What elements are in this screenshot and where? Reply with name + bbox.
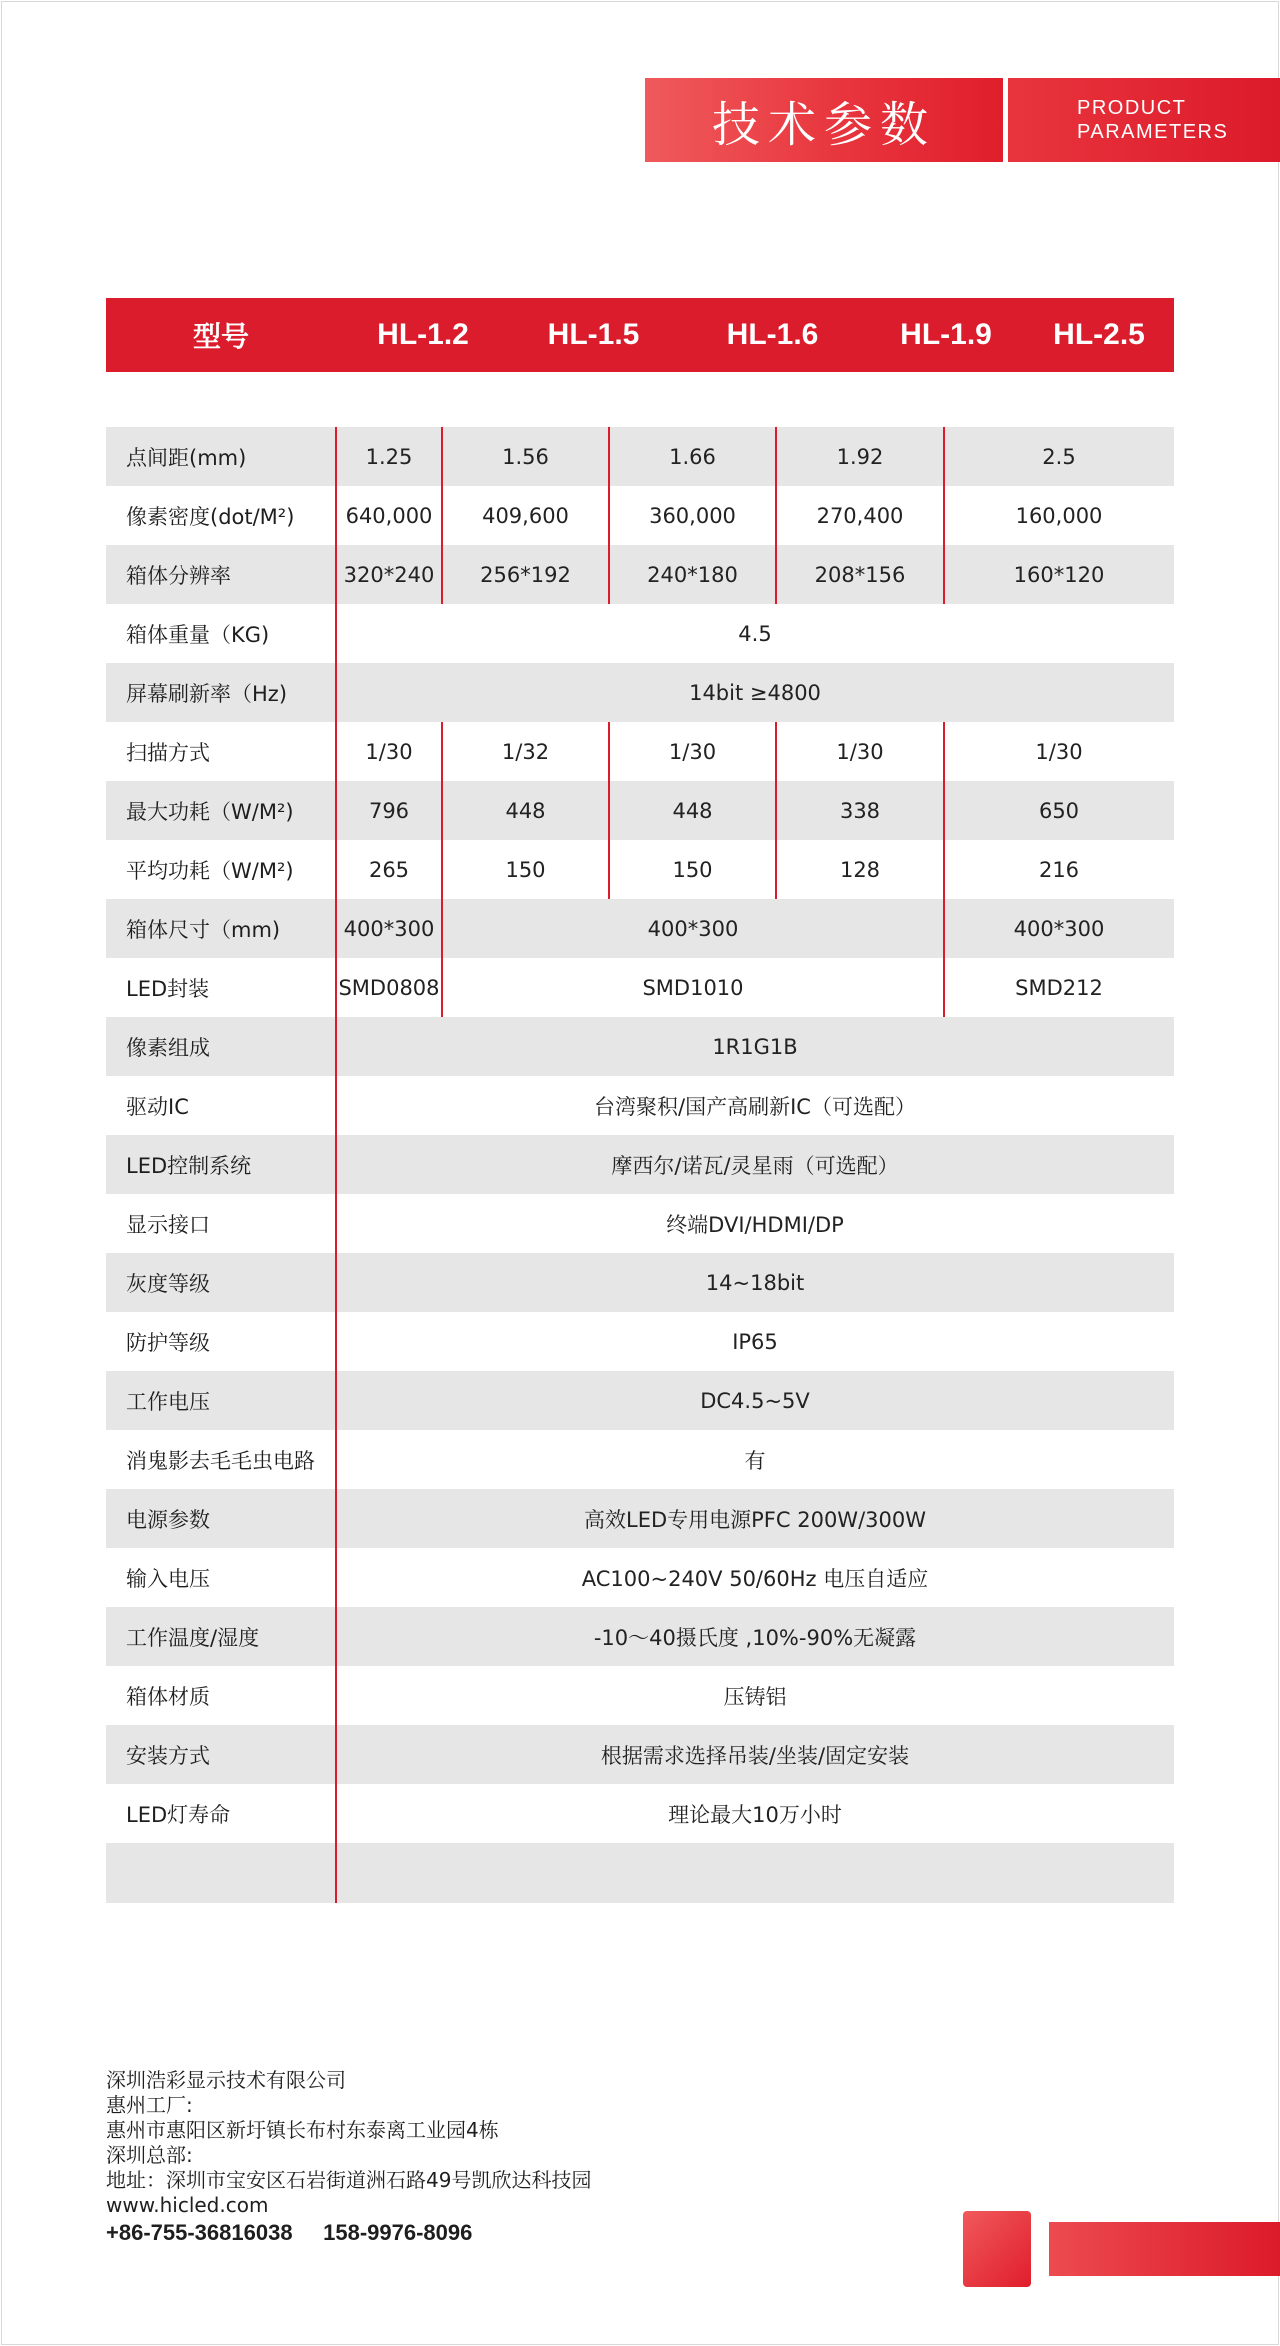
table-cell: 796: [368, 798, 410, 823]
column-divider: [775, 545, 777, 604]
table-cell: 摩西尔/诺瓦/灵星雨（可选配）: [611, 1153, 899, 1178]
table-cell: 150: [672, 857, 713, 882]
spec-table: [106, 298, 1174, 1903]
table-row: [106, 1312, 1174, 1371]
column-divider: [441, 722, 443, 781]
factory-address: 惠州市惠阳区新圩镇长布村东泰离工业园4栋: [106, 2118, 499, 2142]
table-cell: 压铸铝: [723, 1684, 787, 1709]
table-cell: 4.5: [738, 621, 772, 646]
row-label: 电源参数: [126, 1507, 210, 1532]
column-divider: [775, 781, 777, 840]
table-cell: SMD212: [1015, 975, 1103, 1000]
table-cell: 1.92: [836, 444, 884, 469]
section-title-en-banner: [1008, 78, 1280, 162]
column-divider: [441, 486, 443, 545]
table-cell: 409,600: [482, 503, 569, 528]
table-cell: 高效LED专用电源PFC 200W/300W: [584, 1507, 926, 1532]
header-model-1: HL-1.2: [377, 318, 469, 351]
table-cell: 160*120: [1013, 562, 1105, 587]
table-cell: 终端DVI/HDMI/DP: [666, 1212, 844, 1237]
table-cell: AC100~240V 50/60Hz 电压自适应: [581, 1566, 929, 1591]
table-cell: 208*156: [814, 562, 906, 587]
row-label: 最大功耗（W/M²): [126, 799, 294, 824]
table-cell: 320*240: [343, 562, 435, 587]
table-cell: 265: [368, 857, 410, 882]
column-divider: [943, 427, 945, 486]
table-row: [106, 663, 1174, 722]
row-label: 消鬼影去毛毛虫电路: [126, 1448, 315, 1473]
table-row: [106, 1548, 1174, 1607]
row-label: 工作温度/湿度: [126, 1625, 260, 1650]
row-label: 屏幕刷新率（Hz): [126, 681, 288, 706]
table-row: [106, 1017, 1174, 1076]
table-cell: 1R1G1B: [712, 1034, 798, 1059]
row-label: 箱体尺寸（mm): [126, 917, 281, 942]
column-divider: [608, 722, 610, 781]
table-cell: 448: [672, 798, 713, 823]
column-divider: [441, 958, 443, 1017]
website-link[interactable]: www.hicled.com: [106, 2193, 269, 2217]
table-row: [106, 486, 1174, 545]
column-divider: [608, 486, 610, 545]
table-row: [106, 1784, 1174, 1843]
table-row: [106, 1666, 1174, 1725]
table-row: [106, 1430, 1174, 1489]
row-label: LED灯寿命: [126, 1802, 231, 1827]
table-header-row: [106, 298, 1174, 372]
column-divider: [608, 427, 610, 486]
column-divider: [943, 545, 945, 604]
table-body: [106, 427, 1174, 1903]
table-cell: 160,000: [1015, 503, 1103, 528]
footer-contact: [106, 2068, 591, 2245]
row-label: 平均功耗（W/M²): [126, 858, 294, 883]
table-cell: 400*300: [647, 916, 739, 941]
table-cell: SMD0808: [338, 975, 440, 1000]
column-divider: [943, 958, 945, 1017]
column-divider: [608, 545, 610, 604]
row-label: 安装方式: [126, 1743, 210, 1768]
table-cell: 1.66: [669, 444, 716, 469]
table-row: [106, 1489, 1174, 1548]
table-row: [106, 781, 1174, 840]
table-row: [106, 1725, 1174, 1784]
table-row: [106, 722, 1174, 781]
header-model-2: HL-1.5: [547, 318, 640, 351]
table-cell: 270,400: [816, 503, 904, 528]
decorative-bar: [1049, 2222, 1280, 2276]
column-divider: [608, 781, 610, 840]
column-divider: [441, 781, 443, 840]
column-divider: [441, 840, 443, 899]
row-label: 像素组成: [126, 1035, 210, 1060]
table-row: [106, 1076, 1174, 1135]
column-divider: [943, 486, 945, 545]
row-label: 工作电压: [126, 1389, 210, 1414]
table-cell: 2.5: [1042, 444, 1076, 469]
table-cell: 1.25: [365, 444, 413, 469]
section-title-en-line1: PRODUCT: [1077, 97, 1187, 119]
table-row: [106, 604, 1174, 663]
header-model-3: HL-1.6: [726, 318, 819, 351]
table-cell: 1/30: [1035, 739, 1083, 764]
column-divider: [943, 722, 945, 781]
table-cell: 216: [1038, 857, 1080, 882]
table-cell: 有: [744, 1448, 766, 1473]
table-cell: 338: [839, 798, 881, 823]
table-cell: SMD1010: [642, 975, 744, 1000]
column-divider: [775, 486, 777, 545]
table-spacer: [106, 372, 1174, 427]
row-label: 扫描方式: [126, 740, 210, 765]
column-divider: [775, 722, 777, 781]
table-cell: 14~18bit: [705, 1270, 805, 1295]
header-model-label: 型号: [192, 320, 249, 353]
table-cell: 150: [505, 857, 546, 882]
table-cell: 1/30: [668, 739, 717, 764]
table-row: [106, 840, 1174, 899]
row-label: 输入电压: [126, 1566, 210, 1591]
table-row: [106, 545, 1174, 604]
table-cell: DC4.5~5V: [700, 1388, 810, 1413]
table-cell: 根据需求选择吊装/坐装/固定安装: [600, 1743, 910, 1768]
decorative-square: [963, 2211, 1031, 2287]
table-cell: 1/32: [501, 739, 550, 764]
column-divider: [441, 899, 443, 958]
column-divider: [441, 545, 443, 604]
table-cell: 1/30: [365, 739, 413, 764]
row-label: 点间距(mm): [126, 445, 247, 470]
row-label: 像素密度(dot/M²): [126, 504, 295, 529]
column-divider: [943, 899, 945, 958]
table-row: [106, 1371, 1174, 1430]
hq-address: 地址：深圳市宝安区石岩街道洲石路49号凯欣达科技园: [106, 2168, 592, 2192]
table-cell: 14bit ≥4800: [689, 680, 821, 705]
table-row: [106, 1843, 1174, 1903]
section-title-en-line2: PARAMETERS: [1077, 121, 1229, 143]
table-cell: 128: [839, 857, 881, 882]
header-model-4: HL-1.9: [900, 318, 992, 351]
column-divider: [775, 427, 777, 486]
row-label: 显示接口: [126, 1212, 210, 1237]
header-model-5: HL-2.5: [1053, 318, 1145, 351]
column-divider-main: [335, 427, 337, 1903]
row-label: LED封装: [126, 976, 210, 1001]
table-row: [106, 1253, 1174, 1312]
section-title-banner: [645, 78, 1003, 162]
table-cell: 理论最大10万小时: [668, 1802, 842, 1827]
column-divider: [608, 840, 610, 899]
table-row: [106, 958, 1174, 1017]
row-label: 箱体重量（KG): [126, 622, 270, 647]
table-cell: 1.56: [502, 444, 549, 469]
hq-label: 深圳总部:: [106, 2143, 193, 2167]
table-cell: 360,000: [649, 503, 736, 528]
table-row: [106, 1135, 1174, 1194]
company-name: 深圳浩彩显示技术有限公司: [106, 2068, 346, 2092]
table-row: [106, 1194, 1174, 1253]
table-row: [106, 899, 1174, 958]
row-label: LED控制系统: [126, 1153, 252, 1178]
table-cell: 台湾聚积/国产高刷新IC（可选配）: [594, 1094, 916, 1119]
column-divider: [441, 427, 443, 486]
row-label: 驱动IC: [126, 1094, 189, 1119]
row-label: 灰度等级: [126, 1271, 210, 1296]
table-cell: 256*192: [480, 562, 571, 587]
table-row: [106, 1607, 1174, 1666]
table-cell: 1/30: [836, 739, 884, 764]
table-cell: 400*300: [1013, 916, 1105, 941]
table-cell: 448: [505, 798, 546, 823]
phone-numbers: +86-755-36816038 158-9976-8096: [106, 2220, 473, 2245]
table-cell: 650: [1038, 798, 1080, 823]
column-divider: [775, 840, 777, 899]
table-row: [106, 427, 1174, 486]
table-cell: 400*300: [343, 916, 435, 941]
table-cell: -10～40摄氏度 ,10%-90%无凝露: [593, 1625, 917, 1650]
row-label: 箱体分辨率: [126, 563, 231, 588]
column-divider: [943, 781, 945, 840]
factory-label: 惠州工厂:: [106, 2093, 193, 2117]
section-title-zh: 技术参数: [711, 96, 936, 153]
column-divider: [943, 840, 945, 899]
row-label: 箱体材质: [126, 1684, 210, 1709]
table-cell: 640,000: [345, 503, 433, 528]
table-cell: IP65: [732, 1329, 778, 1354]
table-cell: 240*180: [647, 562, 738, 587]
row-label: 防护等级: [126, 1330, 210, 1355]
